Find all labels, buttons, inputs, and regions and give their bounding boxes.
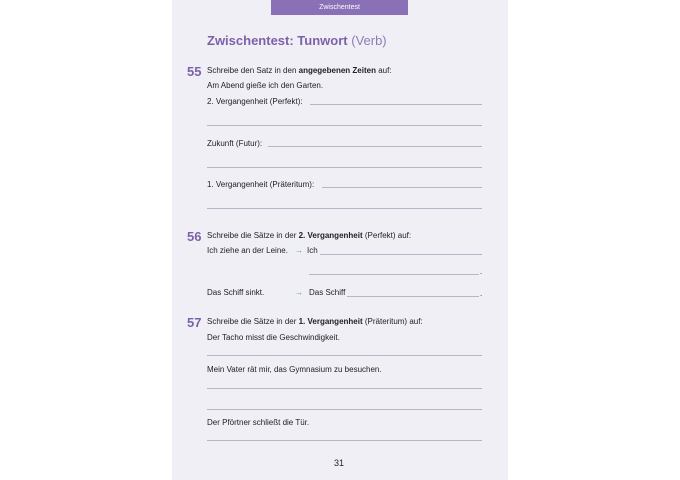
task-number: 55: [187, 64, 202, 79]
task-sentence: Der Pförtner schließt die Tür.: [207, 418, 310, 427]
answer-line[interactable]: [207, 208, 482, 209]
task-instruction: Schreibe die Sätze in der 1. Vergangenheit (Präteritum) auf:: [207, 317, 423, 326]
task-number: 57: [187, 315, 202, 330]
answer-line[interactable]: [309, 274, 479, 275]
period: .: [480, 267, 483, 276]
answer-line[interactable]: [310, 104, 482, 105]
answer-line[interactable]: [322, 187, 482, 188]
source-sentence: Das Schiff sinkt.: [207, 288, 265, 297]
task-number: 56: [187, 229, 202, 244]
answer-line[interactable]: [320, 254, 482, 255]
title-paren: (Verb): [351, 33, 387, 48]
answer-line[interactable]: [207, 125, 482, 126]
arrow-icon: →: [295, 288, 303, 297]
answer-line[interactable]: [207, 409, 482, 410]
answer-line[interactable]: [207, 388, 482, 389]
answer-line[interactable]: [268, 146, 482, 147]
task-sentence: Mein Vater rät mir, das Gymnasium zu besuchen.: [207, 365, 382, 374]
answer-label: 2. Vergangenheit (Perfekt):: [207, 97, 303, 106]
task-instruction: Schreibe die Sätze in der 2. Vergangenheit (Perfekt) auf:: [207, 231, 412, 240]
title-main: Zwischentest: Tunwort: [207, 33, 348, 48]
section-tab: Zwischentest: [271, 0, 408, 15]
page-title: [207, 33, 387, 48]
answer-line[interactable]: [207, 440, 482, 441]
answer-label: 1. Vergangenheit (Präteritum):: [207, 180, 315, 189]
answer-start: Ich: [307, 246, 318, 255]
arrow-icon: →: [295, 246, 303, 255]
answer-line[interactable]: [207, 167, 482, 168]
task-sentence: Am Abend gieße ich den Garten.: [207, 81, 324, 90]
answer-line[interactable]: [207, 355, 482, 356]
period: .: [480, 289, 483, 298]
source-sentence: Ich ziehe an der Leine.: [207, 246, 288, 255]
task-instruction: Schreibe den Satz in den angegebenen Zeiten auf:: [207, 66, 392, 75]
answer-line[interactable]: [347, 296, 479, 297]
answer-start: Das Schiff: [309, 288, 346, 297]
task-sentence: Der Tacho misst die Geschwindigkeit.: [207, 333, 340, 342]
answer-label: Zukunft (Futur):: [207, 139, 263, 148]
page-number: 31: [334, 458, 345, 468]
